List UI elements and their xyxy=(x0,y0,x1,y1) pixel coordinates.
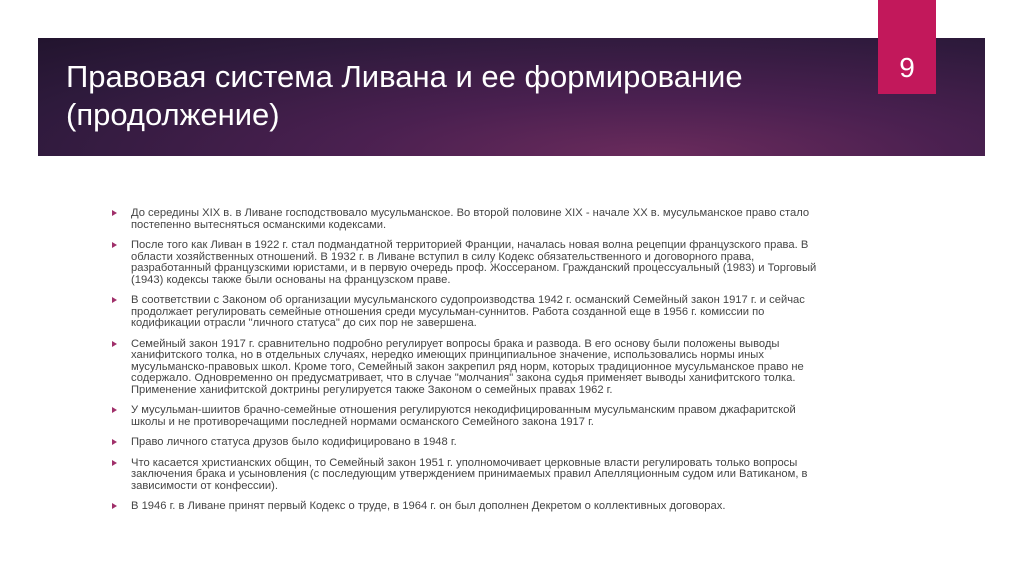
page-number-badge xyxy=(878,0,936,94)
bullet-item xyxy=(112,437,832,449)
bullet-text: Право личного статуса друзов было кодифицировано в 1948 г. xyxy=(131,436,457,448)
bullet-arrow-icon xyxy=(112,210,117,216)
bullet-text: У мусульман-шиитов брачно-семейные отношения регулируются некодифицированным мусульманским правом джафаритской школы и не противоречащими последней нормами османского Семейного закона 1917 г. xyxy=(131,404,796,428)
bullet-item xyxy=(112,405,832,428)
bullet-arrow-icon xyxy=(112,297,117,303)
bullet-arrow-icon xyxy=(112,460,117,466)
bullet-text: В 1946 г. в Ливане принят первый Кодекс о труде, в 1964 г. он был дополнен Декретом о коллективных договорах. xyxy=(131,500,726,512)
bullet-item xyxy=(112,208,832,231)
bullet-item xyxy=(112,339,832,397)
bullet-item xyxy=(112,295,832,330)
bullet-list xyxy=(112,208,832,522)
bullet-text: До середины XIX в. в Ливане господствовало мусульманское. Во второй половине XIX - начале XX в. мусульманское право стало постепенно вытесняться османскими кодексами. xyxy=(131,207,810,231)
bullet-text: Семейный закон 1917 г. сравнительно подробно регулирует вопросы брака и развода. В его основу были положены выводы ханифитского толка, но в отдельных случаях, нередко имеющих принципиальное значение, использовались нормы иных мусульманско-правовых школ. Кроме того, Семейный закон закрепил ряд норм, которых традиционное мусульманское право не содержало. Одновременно он предусматривает, что в случае "молчания" закона судья применяет выводы ханифитского толка. Применение ханифитской доктрины регулируется также Законом о семейных правах 1962 г. xyxy=(131,337,804,396)
bullet-text: Что касается христианских общин, то Семейный закон 1951 г. уполномочивает церковные власти регулировать только вопросы заключения брака и усыновления (с последующим утверждением принимаемых правил Апелляционным судом или Ватиканом, в зависимости от конфессии). xyxy=(131,456,808,492)
bullet-text: В соответствии с Законом об организации мусульманского судопроизводства 1942 г. османский Семейный закон 1917 г. и сейчас продолжает регулировать семейные отношения среди мусульман-суннитов. Работа созданной еще в 1956 г. комиссии по кодификации отрасли "личного статуса" до сих пор не завершена. xyxy=(131,294,805,329)
bullet-item xyxy=(112,501,832,513)
bullet-item xyxy=(112,240,832,286)
bullet-text: После того как Ливан в 1922 г. стал подмандатной территорией Франции, началась новая волна рецепции французского права. В области хозяйственных отношений. В 1932 г. в Ливане вступил в силу Кодекс обязательственного и договорного права, разработанный французскими юристами, и в первую очередь проф. Жоссераном. Гражданский процессуальный (1983) и Торговый (1943) кодексы также были основаны на французском праве. xyxy=(131,239,817,286)
bullet-arrow-icon xyxy=(112,407,117,413)
bullet-arrow-icon xyxy=(112,341,117,347)
bullet-item xyxy=(112,458,832,493)
page-number: 9 xyxy=(899,52,915,83)
slide-title: Правовая система Ливана и ее формирование (продолжение) xyxy=(66,59,743,132)
bullet-arrow-icon xyxy=(112,439,117,445)
bullet-arrow-icon xyxy=(112,503,117,509)
bullet-arrow-icon xyxy=(112,242,117,248)
